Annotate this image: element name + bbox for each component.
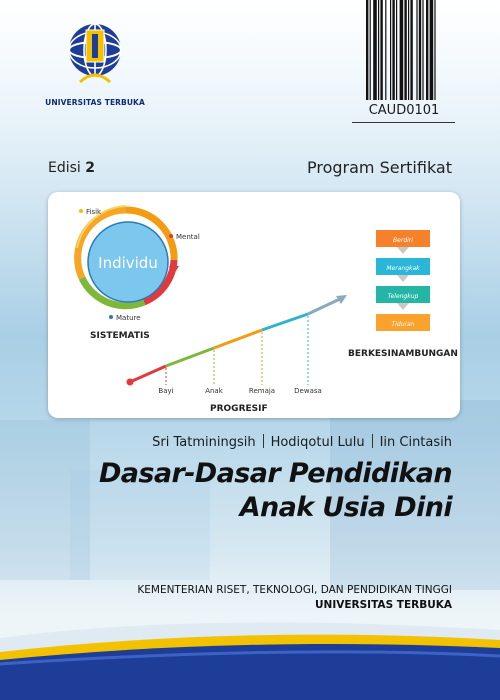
- bottom-wave-decoration: [0, 600, 500, 700]
- stage-label: Remaja: [248, 387, 276, 395]
- barcode-bar: [390, 0, 391, 100]
- step-label: Telengkup: [387, 293, 419, 300]
- barcode-bar: [366, 0, 368, 100]
- ministry-name: KEMENTERIAN RISET, TEKNOLOGI, DAN PENDIDIKAN TINGGI: [137, 584, 452, 596]
- barcode-bar: [385, 0, 386, 100]
- mental-label: Mental: [176, 233, 200, 241]
- authors: [152, 434, 452, 450]
- stage-label: Bayi: [158, 387, 174, 395]
- edition-number: 2: [85, 160, 96, 176]
- barcode-bar: [370, 0, 371, 100]
- barcode-bar: [373, 0, 377, 100]
- author-name: Sri Tatminingsih: [152, 435, 256, 450]
- step-label: Tiduran: [391, 321, 415, 328]
- barcode-bar: [378, 0, 379, 100]
- barcode-bar: [380, 0, 382, 100]
- steps-stack: [376, 230, 430, 331]
- berkesinambungan-label: BERKESINAMBUNGAN: [348, 349, 458, 359]
- barcode-bar: [419, 0, 421, 100]
- progress-line: [127, 295, 348, 386]
- edition-label: Edisi: [48, 160, 81, 176]
- barcode-bar: [396, 0, 397, 100]
- diagram-svg: [48, 192, 460, 418]
- separator: [372, 434, 373, 448]
- barcode-bar: [408, 0, 409, 100]
- edition: [48, 160, 95, 176]
- barcode-bar: [422, 0, 423, 100]
- barcode-bar: [430, 0, 434, 100]
- author-name: Hodiqotul Lulu: [270, 435, 365, 450]
- sistematis-label: SISTEMATIS: [90, 331, 150, 341]
- separator: [263, 434, 264, 448]
- individu-label: Individu: [98, 254, 158, 272]
- stage-label: Anak: [205, 387, 223, 395]
- fisik-label: Fisik: [86, 208, 102, 216]
- barcode-bar: [404, 0, 406, 100]
- barcode-bar: [410, 0, 412, 100]
- barcode: [366, 0, 448, 100]
- barcode-bar: [416, 0, 417, 100]
- program-label: Program Sertifikat: [306, 158, 452, 177]
- step-label: Berdiri: [393, 237, 413, 244]
- book-title-line-1: Dasar-Dasar Pendidikan: [98, 458, 452, 489]
- development-diagram: [48, 192, 460, 418]
- author-name: Iin Cintasih: [379, 435, 452, 450]
- publisher-university: UNIVERSITAS TERBUKA: [315, 599, 452, 611]
- book-title-line-2: Anak Usia Dini: [239, 492, 452, 523]
- university-name: UNIVERSITAS TERBUKA: [45, 98, 145, 107]
- course-code: CAUD0101: [368, 103, 440, 118]
- mature-label: Mature: [116, 314, 141, 322]
- barcode-bar: [434, 0, 435, 100]
- globe-emblem-icon: [66, 20, 124, 94]
- stage-label: Dewasa: [294, 387, 322, 395]
- progresif-label: PROGRESIF: [210, 404, 268, 414]
- barcode-bar: [392, 0, 394, 100]
- divider: [352, 122, 455, 123]
- barcode-bars: [366, 0, 448, 100]
- step-label: Merangkak: [386, 265, 420, 272]
- mature-dot: [109, 315, 113, 319]
- barcode-bar: [400, 0, 404, 100]
- mental-dot: [169, 234, 173, 238]
- barcode-bar: [426, 0, 428, 100]
- fisik-dot: [79, 209, 83, 213]
